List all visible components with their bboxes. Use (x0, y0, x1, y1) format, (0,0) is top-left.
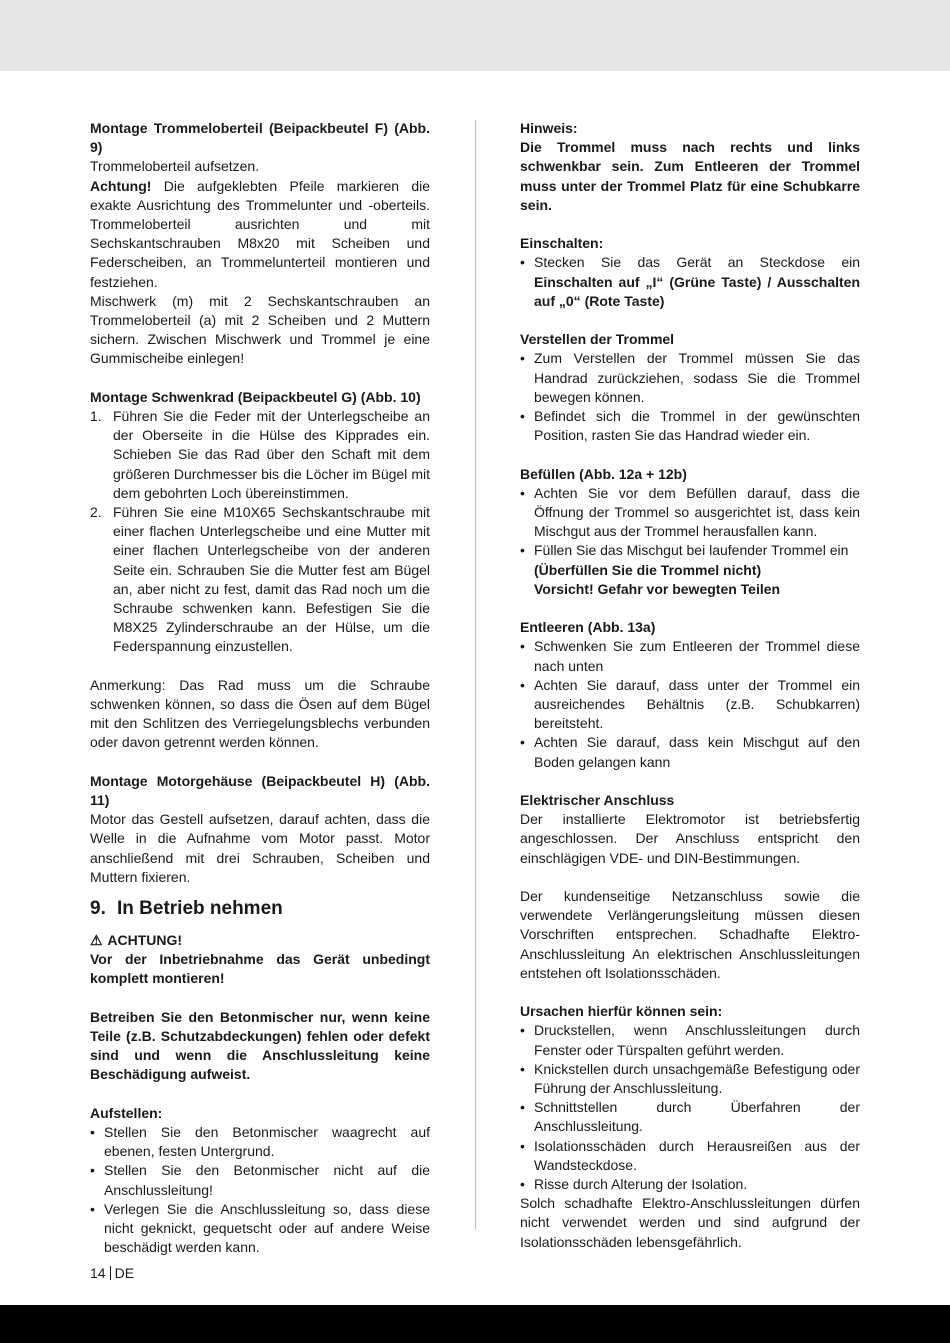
drum-top-heading: Montage Trommeloberteil (Beipackbeutel F) (Abb. 9) (90, 120, 430, 156)
attention-text: Die aufgeklebten Pfeile markieren die exakte Ausrichtung des Trommelunter und -oberteils. Trommeloberteil ausrichten und mit Sechskantschrauben M8x20 mit Scheiben und Federscheiben, an Trommelunterteil montieren und festziehen. (90, 177, 430, 290)
list-item: • Stellen Sie den Betonmischer nicht auf die Anschlussleitung! (90, 1161, 430, 1199)
adjust-drum-heading: Verstellen der Trommel (520, 331, 675, 348)
column-divider (475, 120, 476, 1230)
emptying-heading: Entleeren (Abb. 13a) (520, 619, 656, 636)
page-number: 14 (90, 1265, 106, 1281)
list-item: • Schwenken Sie zum Entleeren der Trommel diese nach unten (520, 637, 860, 675)
list-item: • Risse durch Alterung der Isolation. (520, 1175, 860, 1194)
adjust-drum-list (520, 349, 860, 445)
footer-separator (110, 1266, 111, 1280)
switch-on-list (520, 253, 860, 311)
warning-icon: ⚠ (90, 932, 103, 949)
final-warning-text: Solch schadhafte Elektro-Anschlussleitungen dürfen nicht verwendet werden und sind aufgrund der Isolationsschäden lebensgefährlich. (520, 1195, 860, 1250)
list-item: • Achten Sie vor dem Befüllen darauf, dass die Öffnung der Trommel so ausgerichtet ist, dass kein Mischgut aus der Trommel herausfallen kann. (520, 484, 860, 542)
list-item: • Zum Verstellen der Trommel müssen Sie das Handrad zurückziehen, sodass Sie die Trommel bewegen können. (520, 349, 860, 407)
list-item: • Füllen Sie das Mischgut bei laufender Trommel ein (Überfüllen Sie die Trommel nicht) Vorsicht! Gefahr vor bewegten Teilen (520, 541, 860, 599)
list-item: • Achten Sie darauf, dass kein Mischgut auf den Boden gelangen kann (520, 733, 860, 771)
hint-text: Die Trommel muss nach rechts und links schwenkbar sein. Zum Entleeren der Trommel muss unter der Trommel Platz für eine Schubkarre sein. (520, 139, 860, 213)
list-item: 1. Führen Sie die Feder mit der Unterlegscheibe an der Oberseite in die Hülse des Kipprades ein. Schieben Sie das Rad über den Schaft mit dem größeren Durchmesser bis die Löcher im Bügel mit dem gebohrten Loch übereinstimmen. (90, 408, 430, 501)
hint-heading: Hinweis: (520, 120, 578, 136)
list-item: • Verlegen Sie die Anschlussleitung so, dass diese nicht geknickt, gequetscht oder auf andere Weise beschädigt werden kann. (90, 1200, 430, 1258)
list-item: • Stellen Sie den Betonmischer waagrecht auf ebenen, festen Untergrund. (90, 1123, 430, 1161)
list-item: 2. Führen Sie eine M10X65 Sechskantschraube mit einer flachen Unterlegscheibe und eine Mutter mit einer flachen Unterlegscheibe von der anderen Seite ein. Schrauben Sie die Mutter fest am Bügel an, aber nicht zu fest, damit das Rad noch um die Schraube schwenken kann. Befestigen Sie die M8X25 Zylinderschraube an der Hülse, um die Federspannung einzustellen. (90, 504, 430, 655)
motor-housing-heading: Montage Motorgehäuse (Beipackbeutel H) (Abb. 11) (90, 772, 430, 809)
right-column (520, 119, 860, 1252)
safety-paragraph: Betreiben Sie den Betonmischer nur, wenn keine Teile (z.B. Schutzabdeckungen) fehlen oder defekt sind und wenn die Anschlussleitung keine Beschädigung aufweist. (90, 1008, 430, 1083)
section-title: In Betrieb nehmen (117, 898, 283, 920)
list-item: • Schnittstellen durch Überfahren der Anschlussleitung. (520, 1098, 860, 1136)
switch-on-heading: Einschalten: (520, 235, 604, 252)
setup-list (90, 1123, 430, 1257)
emptying-list (520, 637, 860, 771)
section-9-heading (90, 897, 430, 921)
causes-heading: Ursachen hierfür können sein: (520, 1003, 723, 1020)
list-item: • Isolationsschäden durch Herausreißen aus der Wandsteckdose. (520, 1137, 860, 1175)
warning-text: Vor der Inbetriebnahme das Gerät unbedingt komplett montieren! (90, 951, 430, 987)
drum-top-attention (90, 177, 430, 292)
filling-heading: Befüllen (Abb. 12a + 12b) (520, 465, 687, 482)
motor-housing-text: Motor das Gestell aufsetzen, darauf achten, dass die Welle in die Aufnahme vom Motor passt. Motor anschließend mit drei Schrauben, Scheiben und Muttern fixieren. (90, 811, 430, 885)
list-item: • Knickstellen durch unsachgemäße Befestigung oder Führung der Anschlussleitung. (520, 1060, 860, 1098)
swivel-wheel-note: Anmerkung: Das Rad muss um die Schraube schwenken können, so dass die Ösen auf dem Bügel mit den Schlitzen des Verriegelungsblechs verbunden oder davon getrennt werden können. (90, 676, 430, 751)
causes-list (520, 1021, 860, 1194)
mixer-mounting-text: Mischwerk (m) mit 2 Sechskantschrauben an Trommeloberteil (a) mit 2 Scheiben und 2 Muttern sichern. Zwischen Mischwerk und Trommel je eine Gummischeibe einlegen! (90, 292, 430, 367)
swivel-wheel-heading: Montage Schwenkrad (Beipackbeutel G) (Abb. 10) (90, 388, 421, 405)
page-footer (90, 1264, 134, 1282)
swivel-wheel-steps (90, 407, 430, 657)
section-number: 9. (90, 898, 106, 920)
drum-top-step: Trommeloberteil aufsetzen. (90, 158, 260, 175)
warning-label: ⚠ ACHTUNG! (90, 931, 430, 950)
header-band (0, 0, 950, 71)
attention-label: Achtung! (90, 177, 152, 194)
language-code: DE (114, 1265, 135, 1281)
footer-band (0, 1305, 950, 1343)
electrical-heading: Elektrischer Anschluss (520, 792, 675, 809)
electrical-text: Der installierte Elektromotor ist betriebsfertig angeschlossen. Der Anschluss entspricht den einschlägigen VDE- und DIN-Bestimmungen. (520, 811, 860, 866)
list-item: • Befindet sich die Trommel in der gewünschten Position, rasten Sie das Handrad wieder ein. (520, 407, 860, 445)
list-item: • Stecken Sie das Gerät an Steckdose ein Einschalten auf „I“ (Grüne Taste) / Ausschalten auf „0“ (Rote Taste) (520, 253, 860, 311)
list-item: • Druckstellen, wenn Anschlussleitungen durch Fenster oder Türspalten geführt werden. (520, 1021, 860, 1059)
list-item: • Achten Sie darauf, dass unter der Trommel ein ausreichendes Behältnis (z.B. Schubkarren) bereitsteht. (520, 676, 860, 734)
left-column (90, 119, 430, 1258)
mains-connection-text: Der kundenseitige Netzanschluss sowie die verwendete Verlängerungsleitung müssen diesen Vorschriften entsprechen. Schadhafte Elektro-Anschlussleitung An elektrischen Anschlussleitungen entstehen oft Isolationsschäden. (520, 888, 860, 981)
filling-list (520, 484, 860, 599)
setup-heading: Aufstellen: (90, 1104, 163, 1121)
